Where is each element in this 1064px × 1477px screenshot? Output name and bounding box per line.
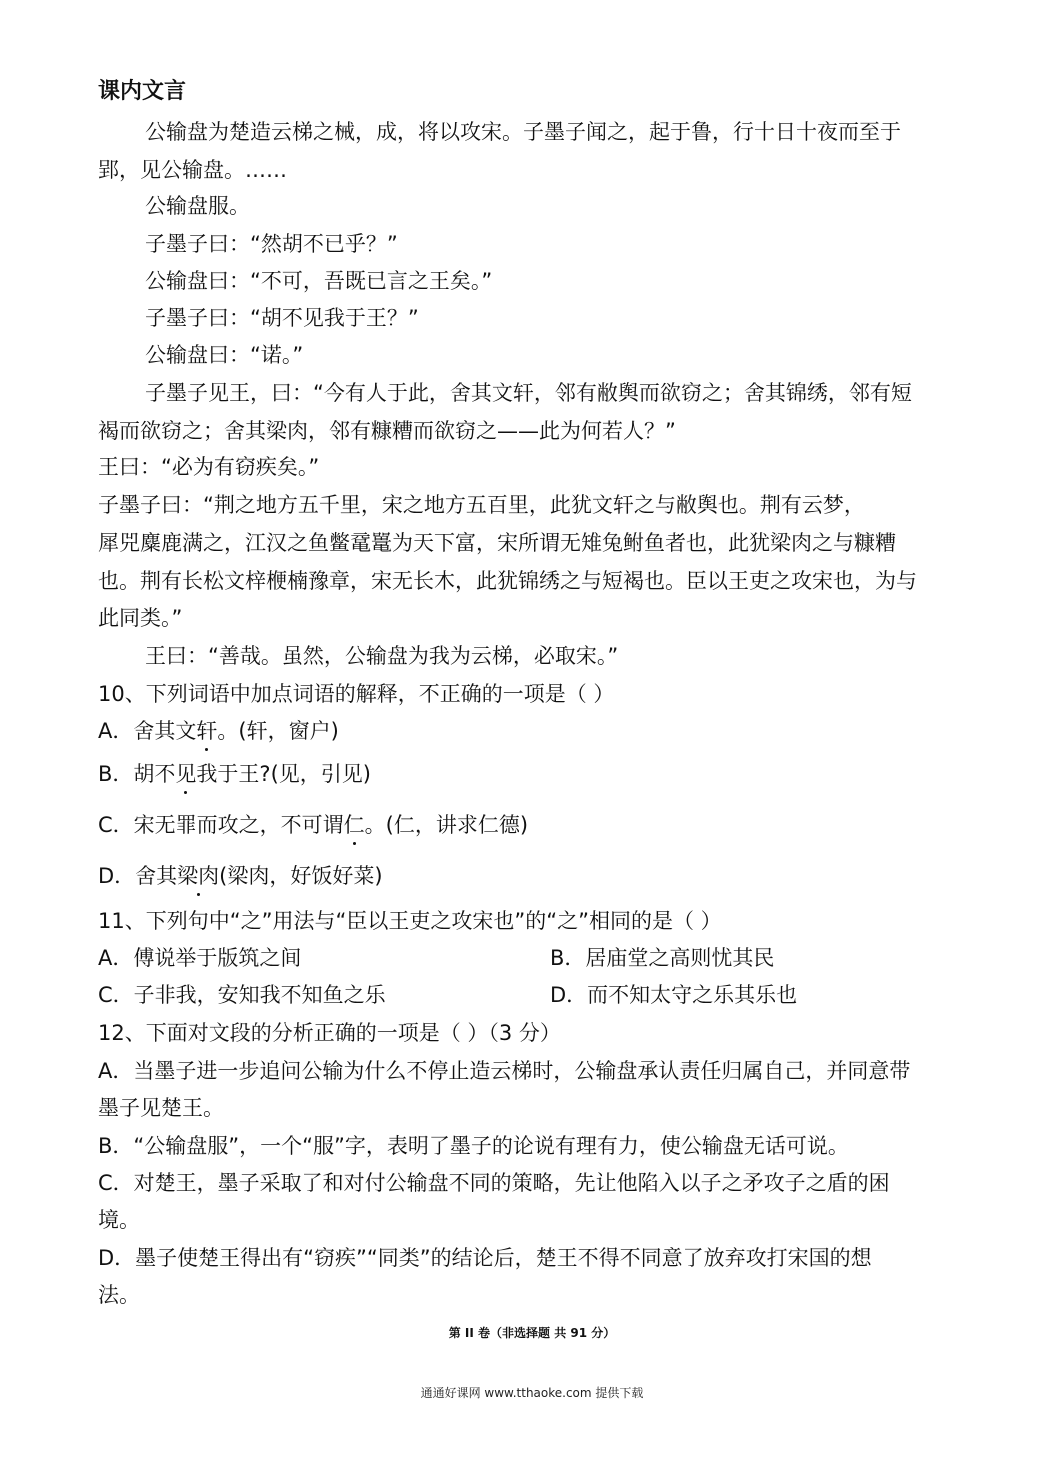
option-text: C．宋无罪而攻之，不可谓 (98, 813, 344, 837)
part-title: 第 II 卷（非选择题 共 91 分） (448, 1326, 616, 1340)
passage-p5: 王曰：“善哉。虽然，公输盘为我为云梯，必取宋。” (145, 644, 619, 668)
passage-p3: 王曰：“必为有窃疾矣。” (98, 455, 320, 479)
question-12-option-a-line1: A．当墨子进一步追问公输为什么不停止造云梯时，公输盘承认责任归属自己，并同意带 (98, 1059, 911, 1083)
question-12-option-a-line2: 墨子见楚王。 (98, 1096, 224, 1120)
passage-p1-line2: 郢，见公输盘。…… (98, 158, 287, 182)
passage-p4-line1: 子墨子曰：“荆之地方五千里，宋之地方五百里，此犹文轩之与敝舆也。荆有云梦， (98, 493, 865, 517)
question-11-option-d: D．而不知太守之乐其乐也 (550, 983, 798, 1007)
dialogue-line-3: 公输盘曰：“不可，吾既已言之王矣。” (145, 269, 493, 293)
passage-p2-line2: 褐而欲窃之；舍其梁肉，邻有糠糟而欲窃之——此为何若人？” (98, 419, 676, 443)
question-10-option-c (98, 810, 528, 840)
question-11-option-c: C．子非我，安知我不知鱼之乐 (98, 983, 386, 1007)
question-12-option-c-line2: 境。 (98, 1208, 140, 1232)
option-text: D．舍其 (98, 864, 178, 888)
question-12-option-b: B．“公输盘服”，一个“服”字，表明了墨子的论说有理有力，使公输盘无话可说。 (98, 1134, 849, 1158)
question-10-option-d (98, 861, 383, 891)
option-text: 我于王?(见，引见) (196, 762, 371, 786)
footer-source: 通通好课网 www.tthaoke.com 提供下载 (420, 1386, 644, 1400)
option-text: 。(轩，窗户) (217, 719, 339, 743)
question-12-stem: 12、下面对文段的分析正确的一项是（ ）（3 分） (98, 1021, 561, 1045)
passage-p4-line2: 犀兕麋鹿满之，江汉之鱼鳖鼋鼍为天下富，宋所谓无雉兔鲋鱼者也，此犹梁肉之与糠糟 (98, 531, 896, 555)
question-10-option-b (98, 759, 371, 789)
question-12-option-d-line1: D．墨子使楚王得出有“窃疾”“同类”的结论后，楚王不得不同意了放弃攻打宋国的想 (98, 1246, 872, 1270)
question-11-option-a: A．傅说举于版筑之间 (98, 946, 302, 970)
question-11-option-b: B．居庙堂之高则忧其民 (550, 946, 775, 970)
dialogue-line-1: 公输盘服。 (145, 194, 250, 218)
dialogue-line-2: 子墨子曰：“然胡不已乎？” (145, 232, 398, 256)
question-12-option-d-line2: 法。 (98, 1283, 140, 1307)
option-text: (梁肉，好饭好菜) (219, 864, 383, 888)
option-text: 。(仁，讲求仁德) (364, 813, 529, 837)
question-11-stem: 11、下列句中“之”用法与“臣以王吏之攻宋也”的“之”相同的是（ ） (98, 909, 722, 933)
option-text: A．舍其文 (98, 719, 197, 743)
question-12-option-c-line1: C．对楚王，墨子采取了和对付公输盘不同的策略，先让他陷入以子之矛攻子之盾的困 (98, 1171, 890, 1195)
dotted-word: 见 (175, 759, 196, 789)
dialogue-line-4: 子墨子曰：“胡不见我于王？” (145, 306, 419, 330)
passage-p4-line3: 也。荆有长松文梓楩楠豫章，宋无长木，此犹锦绣之与短褐也。臣以王吏之攻宋也，为与 (98, 569, 917, 593)
section-title: 课内文言 (98, 79, 187, 104)
dotted-word: 梁肉 (177, 861, 219, 891)
dotted-word: 轩 (196, 716, 217, 746)
passage-p4-line4: 此同类。” (98, 606, 183, 630)
passage-p2-line1: 子墨子见王，曰：“今有人于此，舍其文轩，邻有敝舆而欲窃之；舍其锦绣，邻有短 (145, 381, 912, 405)
option-text: B．胡不 (98, 762, 176, 786)
dialogue-line-5: 公输盘曰：“诺。” (145, 343, 304, 367)
question-10-stem: 10、下列词语中加点词语的解释，不正确的一项是（ ） (98, 682, 615, 706)
passage-p1-line1: 公输盘为楚造云梯之械，成，将以攻宋。子墨子闻之，起于鲁，行十日十夜而至于 (145, 120, 901, 144)
dotted-word: 仁 (344, 810, 365, 840)
question-10-option-a (98, 716, 339, 746)
